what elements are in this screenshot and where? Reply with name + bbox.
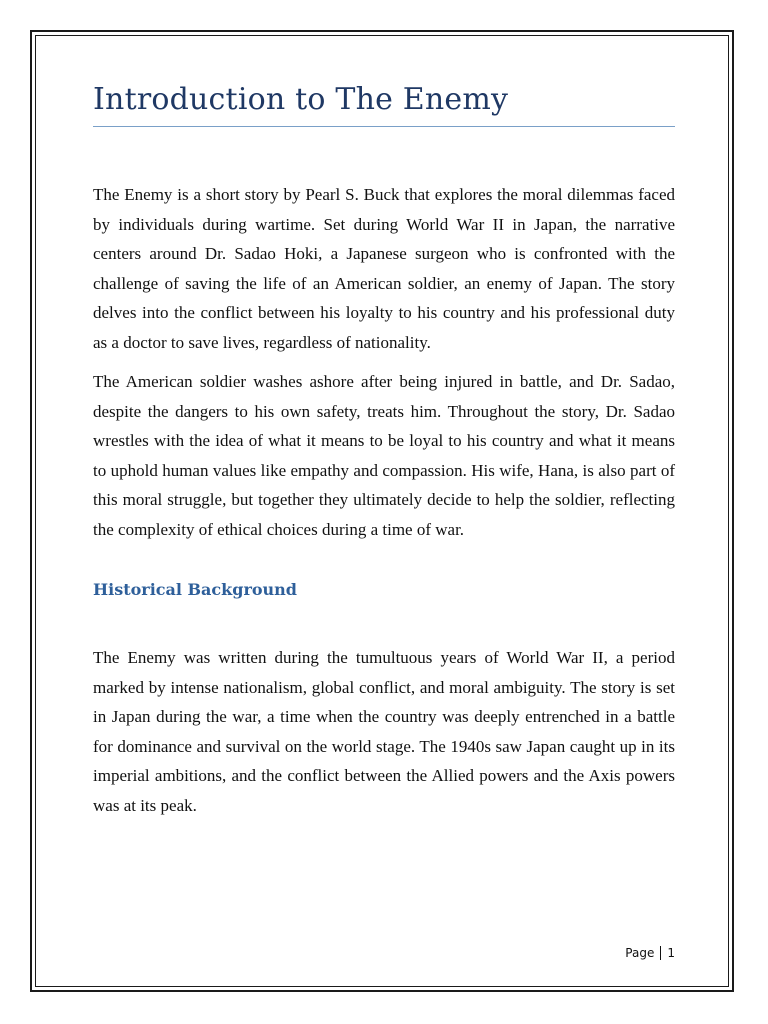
section-heading: Historical Background [93, 580, 297, 599]
intro-paragraph-1: The Enemy is a short story by Pearl S. Buck that explores the moral dilemmas faced by individuals during wartime. Set during World War II in Japan, the narrative centers around Dr. Sadao Hoki, a Japanese surgeon who is confronted with the challenge of saving the life of an American soldier, an enemy of Japan. The story delves into the conflict between his loyalty to his country and his professional duty as a doctor to save lives, regardless of nationality. [93, 185, 675, 352]
page-label: Page [625, 946, 655, 960]
section-paragraph-1: The Enemy was written during the tumultuous years of World War II, a period marked by intense nationalism, global conflict, and moral ambiguity. The story is set in Japan during the war, a time when the country was deeply entrenched in a battle for dominance and survival on the world stage. The 1940s saw Japan caught up in its imperial ambitions, and the conflict between the Allied powers and the Axis powers was at its peak. [93, 648, 675, 815]
footer-separator [660, 946, 661, 960]
page-number: 1 [667, 946, 675, 960]
page-footer [625, 946, 675, 960]
intro-paragraph-2: The American soldier washes ashore after being injured in battle, and Dr. Sadao, despite the dangers to his own safety, treats him. Throughout the story, Dr. Sadao wrestles with the idea of what it means to be loyal to his country and what it means to uphold human values like empathy and compassion. His wife, Hana, is also part of this moral struggle, but together they ultimately decide to help the soldier, reflecting the complexity of ethical choices during a time of war. [93, 372, 675, 539]
document-title: Introduction to The Enemy [93, 80, 675, 127]
document-body [93, 80, 675, 820]
